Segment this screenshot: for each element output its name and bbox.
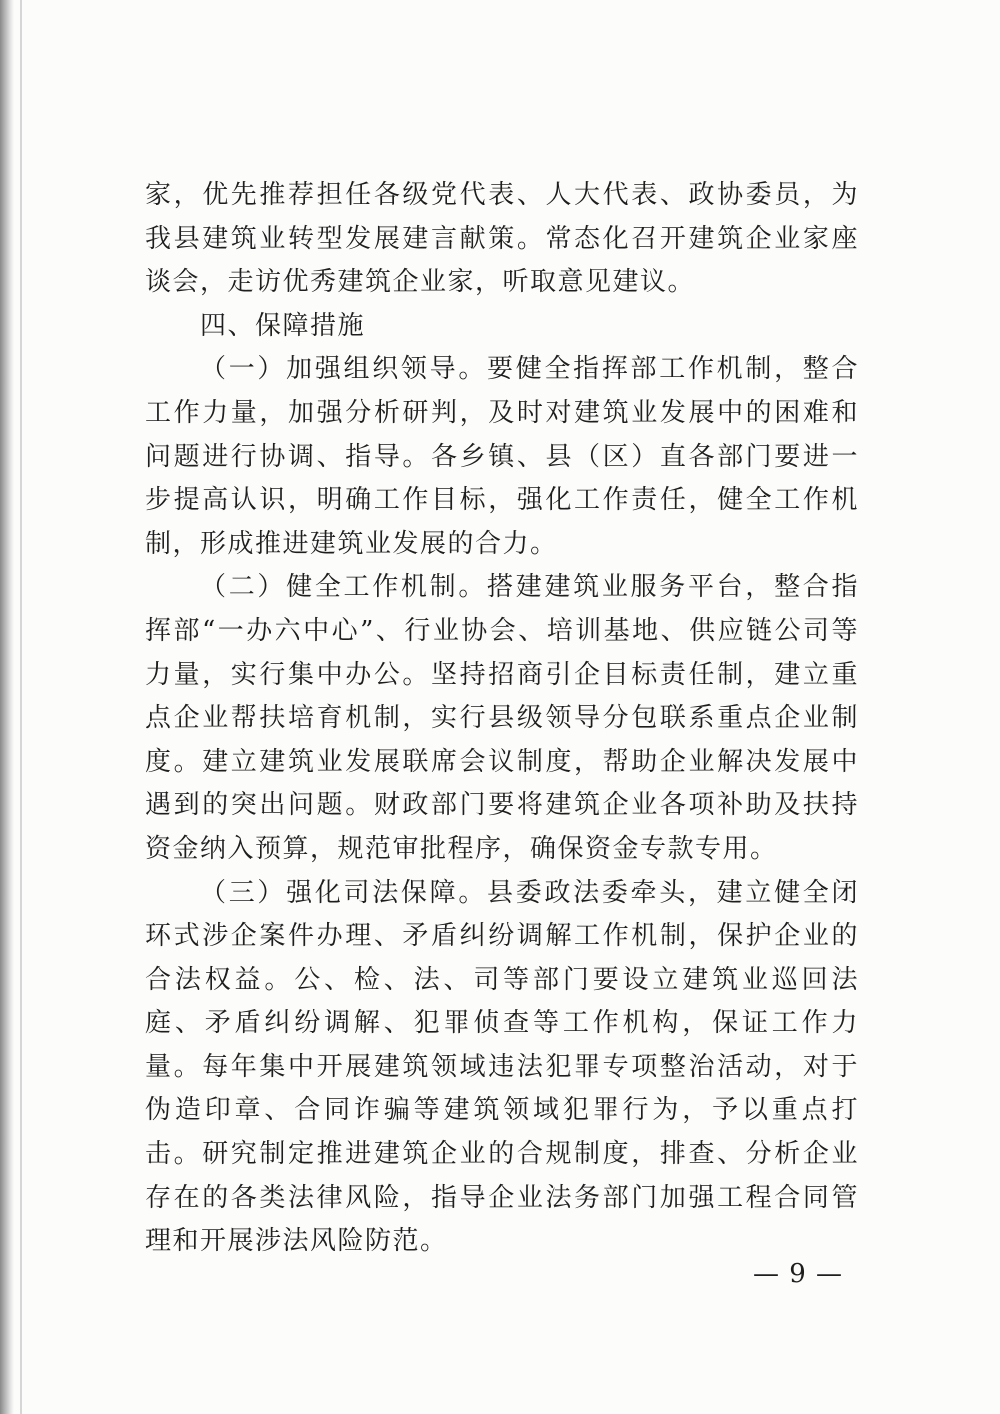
binding-shadow: [0, 0, 14, 1414]
paragraph-judicial-guarantee: （三）强化司法保障。县委政法委牵头，建立健全闭环式涉企案件办理、矛盾纠纷调解工作机制，保护企业的合法权益。公、检、法、司等部门要设立建筑业巡回法庭、矛盾纠纷调解、犯罪侦查等工作机构，保证工作力量。每年集中开展建筑领域违法犯罪专项整治活动，对于伪造印章、合同诈骗等建筑领域犯罪行为，予以重点打击。研究制定推进建筑企业的合规制度，排查、分析企业存在的各类法律风险，指导企业法务部门加强工程合同管理和开展涉法风险防范。: [145, 877, 859, 1257]
section-heading: 四、保障措施: [200, 310, 366, 341]
paragraph-organization-leadership: （一）加强组织领导。要健全指挥部工作机制，整合工作力量，加强分析研判，及时对建筑业发展中的困难和问题进行协调、指导。各乡镇、县（区）直各部门要进一步提高认识，明确工作目标，强化工作责任，健全工作机制，形成推进建筑业发展的合力。: [145, 354, 859, 559]
document-body: [145, 174, 859, 1264]
page-number: — 9 —: [752, 1259, 844, 1289]
paragraph-continuation: 家，优先推荐担任各级党代表、人大代表、政协委员，为我县建筑业转型发展建言献策。常态化召开建筑企业家座谈会，走访优秀建筑企业家，听取意见建议。: [145, 180, 859, 298]
paragraph-work-mechanism: （二）健全工作机制。搭建建筑业服务平台，整合指挥部“一办六中心”、行业协会、培训基地、供应链公司等力量，实行集中办公。坚持招商引企目标责任制，建立重点企业帮扶培育机制，实行县级领导分包联系重点企业制度。建立建筑业发展联席会议制度，帮助企业解决发展中遇到的突出问题。财政部门要将建筑企业各项补助及扶持资金纳入预算，规范审批程序，确保资金专款专用。: [145, 572, 859, 864]
binding-line: [20, 0, 22, 1414]
